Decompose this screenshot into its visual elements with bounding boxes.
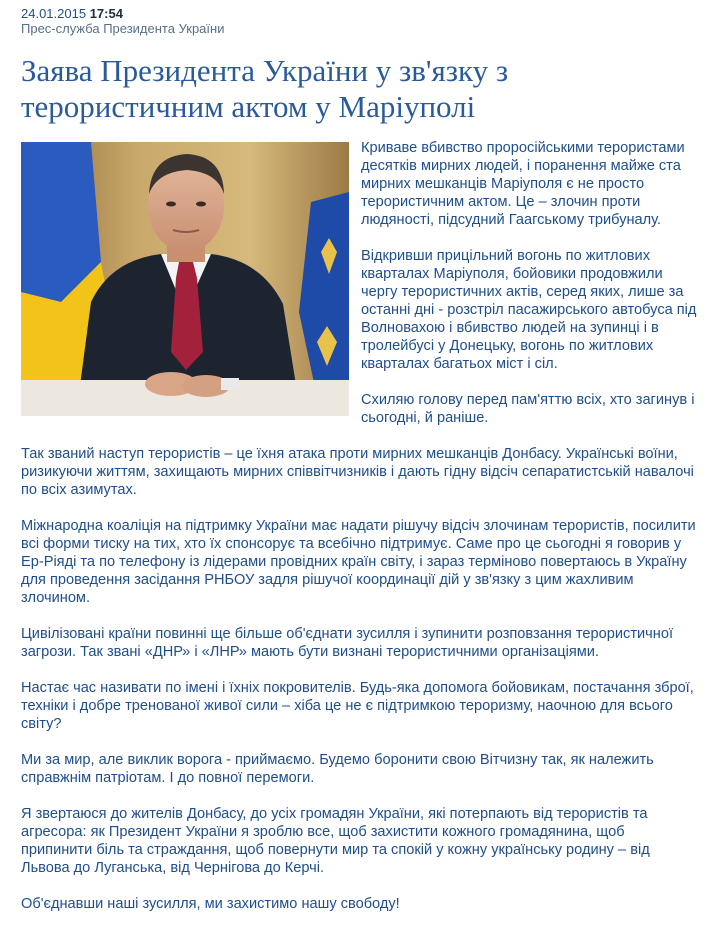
article-paragraph-10: Об'єднавши наші зусилля, ми захистимо нашу свободу! xyxy=(21,896,400,912)
article-paragraph-9: Я звертаюся до жителів Донбасу, до усіх громадян України, які потерпають від терористів та агресора: як Президент України я зроблю все, щоб захистити кожного громадянина, щоб припинити біль та страждання, щоб повернути мир та спокій у кожну українську родину – від Львова до Луганська, від Чернігова до Керчі. xyxy=(21,806,650,876)
article-paragraph-3: Схиляю голову перед пам'яттю всіх, хто загинув і сьогодні, й раніше. xyxy=(361,392,695,426)
publication-time: 17:54 xyxy=(89,6,123,21)
portrait-photo-icon xyxy=(21,142,349,416)
article-body xyxy=(21,139,697,913)
article-paragraph-7: Настає час називати по імені і їхніх покровителів. Будь-яка допомога бойовикам, постачання зброї, техніки і добре тренованої живої сили – хіба це не є підтримкою тероризму, наочною для всього світу? xyxy=(21,680,694,732)
publication-datetime xyxy=(21,6,697,21)
article-source[interactable]: Прес-служба Президента України xyxy=(21,21,225,36)
article-paragraph-8: Ми за мир, але виклик ворога - приймаємо. Будемо боронити свою Вітчизну так, як належить справжнім патріотам. І до повної перемоги. xyxy=(21,752,654,786)
article-paragraph-2: Відкривши прицільний вогонь по житлових кварталах Маріуполя, бойовики продовжили чергу терористичних актів, серед яких, лише за останні дні - розстріл пасажирського автобуса під Волновахою і вбивство людей на зупинці і в тролейбусі у Донецьку, вогонь по житлових кварталах багатьох міст і сіл. xyxy=(361,248,697,372)
article-paragraph-5: Міжнародна коаліція на підтримку України має надати рішучу відсіч злочинам терористів, посилити всі форми тиску на тих, хто їх спонсорує та всебічно підтримує. Саме про це сьогодні я говорив у Ер-Ріяді та по телефону із лідерами провідних країн світу, і зараз терміново повертаюсь в Україну для проведення засідання РНБОУ задля рішучої координації дій у зв'язку з цим жахливим злочином. xyxy=(21,518,696,606)
publication-date: 24.01.2015 xyxy=(21,6,87,21)
article-paragraph-1: Криваве вбивство проросійськими терористами десятків мирних людей, і поранення майже ста мирних мешканців Маріуполя є не просто терористичним актом. Це – злочин проти людяності, підсудний Гаагському трибуналу. xyxy=(361,140,685,228)
portrait-photo xyxy=(21,142,349,416)
article-paragraph-6: Цивілізовані країни повинні ще більше об'єднати зусилля і зупинити розповзання терористичної загрози. Так звані «ДНР» і «ЛНР» мають бути визнані терористичними організаціями. xyxy=(21,626,673,660)
article-paragraph-4: Так званий наступ терористів – це їхня атака проти мирних мешканців Донбасу. Українські воїни, ризикуючи життям, захищають мирних співвітчизників і дають гідну відсіч сепаратистській навалочі по всіх азимутах. xyxy=(21,446,694,498)
article-page xyxy=(21,0,697,913)
page-title: Заява Президента України у зв'язку з терористичним актом у Маріуполі xyxy=(21,53,509,124)
